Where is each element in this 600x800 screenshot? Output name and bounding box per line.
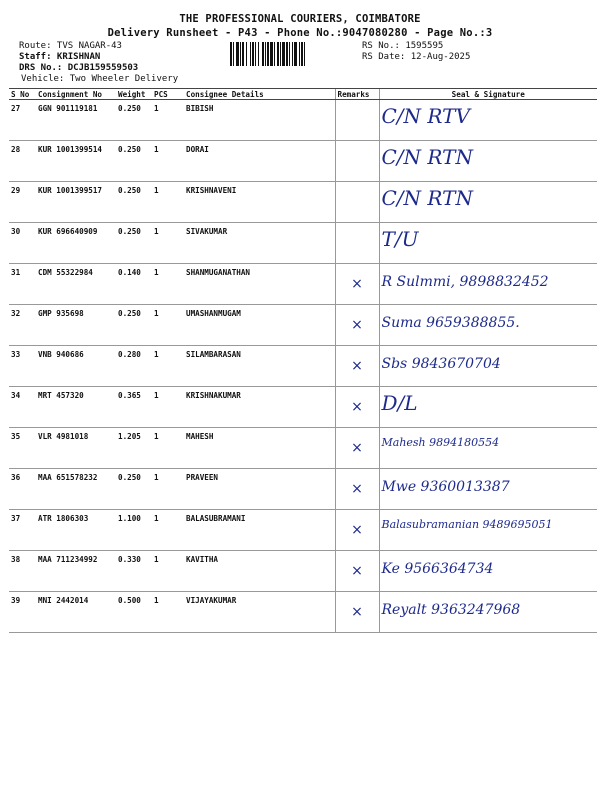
consignment-number: GMP 935698 (38, 309, 84, 318)
handwritten-signature: C/N RTV (381, 104, 470, 128)
consignment-number: KUR 1001399514 (38, 145, 103, 154)
remark-mark: × (351, 399, 363, 415)
table-row (9, 100, 597, 141)
serial-number: 28 (11, 145, 21, 154)
serial-number: 39 (11, 596, 21, 605)
weight-value: 0.140 (118, 268, 141, 277)
pieces-count: 1 (154, 391, 159, 400)
column-header: S No (9, 89, 36, 100)
consignee-name: MAHESH (186, 432, 214, 441)
handwritten-signature: C/N RTN (381, 186, 473, 210)
handwritten-signature: D/L (381, 391, 418, 415)
consignee-name: KRISHNAVENI (186, 186, 237, 195)
table-row (9, 223, 597, 264)
consignee-name: DORAI (186, 145, 209, 154)
serial-number: 38 (11, 555, 21, 564)
serial-number: 35 (11, 432, 21, 441)
weight-value: 0.365 (118, 391, 141, 400)
consignment-number: CDM 55322984 (38, 268, 93, 277)
pieces-count: 1 (154, 555, 159, 564)
drs-number: DRS No.: DCJB159559503 (19, 63, 139, 73)
table-row (9, 510, 597, 551)
serial-number: 31 (11, 268, 21, 277)
column-header: Consignee Details (184, 89, 335, 100)
table-row (9, 387, 597, 428)
runsheet-subtitle: Delivery Runsheet - P43 - Phone No.:9047080280 - Page No.:3 (107, 27, 493, 39)
remark-mark: × (351, 522, 363, 538)
consignment-number: VLR 4981018 (38, 432, 89, 441)
rs-number: RS No.: 1595595 (362, 41, 444, 51)
consignee-name: KAVITHA (186, 555, 219, 564)
barcode-image (230, 42, 355, 66)
serial-number: 27 (11, 104, 21, 113)
remark-mark: × (351, 358, 363, 374)
pieces-count: 1 (154, 514, 159, 523)
weight-value: 0.330 (118, 555, 141, 564)
handwritten-signature: Mahesh 9894180554 (381, 436, 500, 449)
handwritten-signature: R Sulmmi, 9898832452 (381, 274, 549, 290)
remark-mark: × (351, 440, 363, 456)
remark-mark: × (351, 481, 363, 497)
rs-date: RS Date: 12-Aug-2025 (362, 52, 471, 62)
handwritten-signature: Ke 9566364734 (381, 561, 494, 577)
weight-value: 0.250 (118, 145, 141, 154)
consignee-name: VIJAYAKUMAR (186, 596, 237, 605)
consignee-name: UMASHANMUGAM (186, 309, 241, 318)
consignee-name: KRISHNAKUMAR (186, 391, 241, 400)
consignee-name: BIBISH (186, 104, 214, 113)
table-header-row (9, 89, 597, 100)
route-label: Route: TVS NAGAR-43 (19, 41, 122, 51)
table-row (9, 264, 597, 305)
table-row (9, 428, 597, 469)
column-header: PCS (152, 89, 184, 100)
staff-label: Staff: KRISHNAN (19, 52, 101, 62)
consignment-number: MAA 711234992 (38, 555, 98, 564)
pieces-count: 1 (154, 473, 159, 482)
weight-value: 0.250 (118, 309, 141, 318)
handwritten-signature: Suma 9659388855. (381, 315, 520, 331)
serial-number: 32 (11, 309, 21, 318)
consignment-number: GGN 901119181 (38, 104, 98, 113)
column-header: Consignment No (36, 89, 116, 100)
handwritten-signature: Balasubramanian 9489695051 (381, 518, 553, 531)
consignee-name: BALASUBRAMANI (186, 514, 246, 523)
consignee-name: SIVAKUMAR (186, 227, 228, 236)
handwritten-signature: C/N RTN (381, 145, 473, 169)
serial-number: 37 (11, 514, 21, 523)
consignee-name: SHANMUGANATHAN (186, 268, 251, 277)
remark-mark: × (351, 604, 363, 620)
pieces-count: 1 (154, 596, 159, 605)
company-title: THE PROFESSIONAL COURIERS, COIMBATORE (179, 13, 421, 25)
table-row (9, 305, 597, 346)
column-header: Seal & Signature (379, 89, 597, 100)
pieces-count: 1 (154, 432, 159, 441)
weight-value: 1.205 (118, 432, 141, 441)
barcode-bar (305, 42, 308, 66)
runsheet-table (9, 88, 597, 633)
pieces-count: 1 (154, 186, 159, 195)
pieces-count: 1 (154, 309, 159, 318)
handwritten-signature: Mwe 9360013387 (381, 479, 510, 495)
consignment-number: KUR 696640909 (38, 227, 98, 236)
consignment-number: ATR 1806303 (38, 514, 89, 523)
weight-value: 1.100 (118, 514, 141, 523)
table-row (9, 592, 597, 633)
remark-mark: × (351, 317, 363, 333)
serial-number: 36 (11, 473, 21, 482)
handwritten-signature: Sbs 9843670704 (381, 356, 501, 372)
weight-value: 0.250 (118, 473, 141, 482)
column-header: Weight (116, 89, 152, 100)
pieces-count: 1 (154, 350, 159, 359)
weight-value: 0.280 (118, 350, 141, 359)
table-row (9, 551, 597, 592)
weight-value: 0.250 (118, 227, 141, 236)
pieces-count: 1 (154, 268, 159, 277)
pieces-count: 1 (154, 145, 159, 154)
handwritten-signature: Reyalt 9363247968 (381, 602, 521, 618)
weight-value: 0.250 (118, 186, 141, 195)
table-row (9, 141, 597, 182)
serial-number: 33 (11, 350, 21, 359)
pieces-count: 1 (154, 104, 159, 113)
serial-number: 34 (11, 391, 21, 400)
table-row (9, 469, 597, 510)
pieces-count: 1 (154, 227, 159, 236)
weight-value: 0.500 (118, 596, 141, 605)
consignee-name: PRAVEEN (186, 473, 219, 482)
vehicle-label: Vehicle: Two Wheeler Delivery (21, 74, 179, 84)
handwritten-signature: T/U (381, 227, 419, 251)
table-row (9, 346, 597, 387)
weight-value: 0.250 (118, 104, 141, 113)
consignment-number: VNB 940686 (38, 350, 84, 359)
consignment-number: MNI 2442014 (38, 596, 89, 605)
column-header: Remarks (335, 89, 379, 100)
remark-mark: × (351, 563, 363, 579)
table-row (9, 182, 597, 223)
consignment-number: MAA 651578232 (38, 473, 98, 482)
consignment-number: KUR 1001399517 (38, 186, 103, 195)
remark-mark: × (351, 276, 363, 292)
consignment-number: MRT 457320 (38, 391, 84, 400)
serial-number: 29 (11, 186, 21, 195)
serial-number: 30 (11, 227, 21, 236)
consignee-name: SILAMBARASAN (186, 350, 241, 359)
